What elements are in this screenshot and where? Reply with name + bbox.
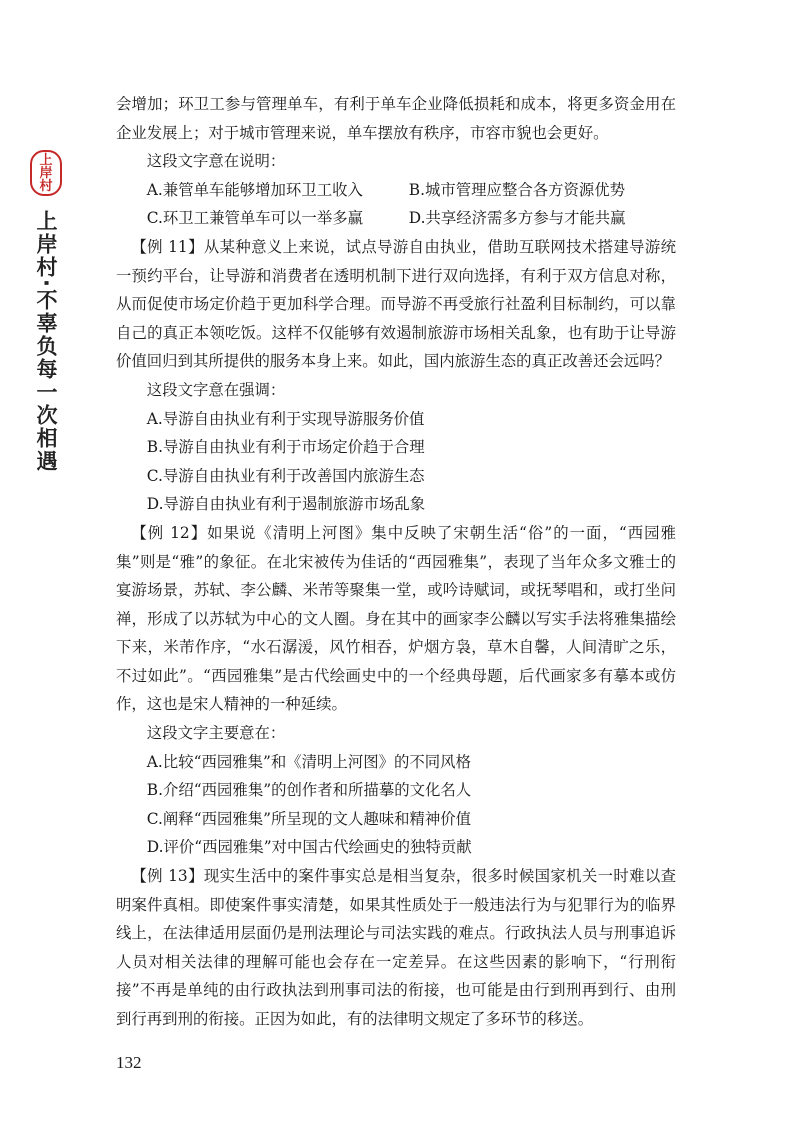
q10-options-row-1 (116, 176, 676, 205)
q11-stem: 这段文字意在强调： (146, 380, 286, 399)
q13-paragraph: 【例 13】现实生活中的案件事实总是相当复杂，很多时候国家机关一时难以查明案件真相。即使案件事实清楚，如果其性质处于一般违法行为与犯罪行为的临界线上，在法律适用层面仍是刑法理论与司法实践的难点。行政执法人员与刑事追诉人员对相关法律的理解可能也会存在一定差异。在这些因素的影响下，“行刑衔接”不再是单纯的由行政执法到刑事司法的衔接，也可能是由行到刑再到行、由刑到行再到刑的衔接。正因为如此，有的法律明文规定了多环节的移送。 (116, 867, 676, 1028)
sidebar-slogan: 上岸村·不辜负每一次相遇 (34, 210, 58, 473)
sidebar-branding (28, 150, 64, 473)
page-number: 132 (116, 1053, 142, 1072)
q11-option-b: B.导游自由执业有利于市场定价趋于合理 (146, 438, 425, 457)
q12-option-a: A.比较“西园雅集”和《清明上河图》的不同风格 (146, 752, 471, 771)
q12-option-b: B.介绍“西园雅集”的创作者和所描摹的文化名人 (146, 781, 472, 800)
q10-stem: 这段文字意在说明： (146, 152, 286, 171)
q12-option-c: C.阐释“西园雅集”所呈现的文人趣味和精神价值 (146, 809, 472, 828)
logo-seal (30, 150, 62, 196)
q11-option-c: C.导游自由执业有利于改善国内旅游生态 (146, 466, 425, 485)
seal-char: 村 (39, 178, 53, 194)
q10-options-row-2 (116, 204, 676, 233)
seal-char: 上 (39, 152, 53, 168)
q12-option-d: D.评价“西园雅集”对中国古代绘画史的独特贡献 (146, 838, 472, 857)
q12-paragraph: 【例 12】如果说《清明上河图》集中反映了宋朝生活“俗”的一面，“西园雅集”则是“雅”的象征。在北宋被传为佳话的“西园雅集”，表现了当年众多文雅士的宴游场景，苏轼、李公麟、米芾等聚集一堂，或吟诗赋词，或抚琴唱和，或打坐问禅，形成了以苏轼为中心的文人圈。身在其中的画家李公麟以写实手法将雅集描绘下来，米芾作序，“水石潺湲，风竹相吞，炉烟方袅，草木自馨，人间清旷之乐，不过如此”。“西园雅集”是古代绘画史中的一个经典母题，后代画家多有摹本或仿作，这也是宋人精神的一种延续。 (116, 523, 676, 714)
q10-option-b: B.城市管理应整合各方资源优势 (408, 180, 626, 199)
q10-option-c: C.环卫工兼管单车可以一举多赢 (146, 209, 363, 228)
q12-stem: 这段文字主要意在： (146, 724, 286, 743)
q11-option-d: D.导游自由执业有利于遏制旅游市场乱象 (146, 495, 426, 514)
q11-option-a: A.导游自由执业有利于实现导游服务价值 (146, 409, 425, 428)
intro-paragraph: 会增加；环卫工参与管理单车，有利于单车企业降低损耗和成本，将更多资金用在企业发展上；对于城市管理来说，单车摆放有秩序，市容市貌也会更好。 (116, 95, 676, 142)
q11-paragraph: 【例 11】从某种意义上来说，试点导游自由执业，借助互联网技术搭建导游统一预约平台，让导游和消费者在透明机制下进行双向选择，有利于双方信息对称，从而促使市场定价趋于更加科学合理。而导游不再受旅行社盈利目标制约，可以靠自己的真正本领吃饭。这样不仅能够有效遏制旅游市场相关乱象，也有助于让导游价值回归到其所提供的服务本身上来。如此，国内旅游生态的真正改善还会远吗？ (116, 237, 676, 371)
q10-option-d: D.共享经济需多方参与才能共赢 (408, 209, 626, 228)
q10-option-a: A.兼管单车能够增加环卫工收入 (146, 180, 363, 199)
seal-char: 岸 (39, 165, 53, 181)
page-body (116, 90, 676, 1034)
